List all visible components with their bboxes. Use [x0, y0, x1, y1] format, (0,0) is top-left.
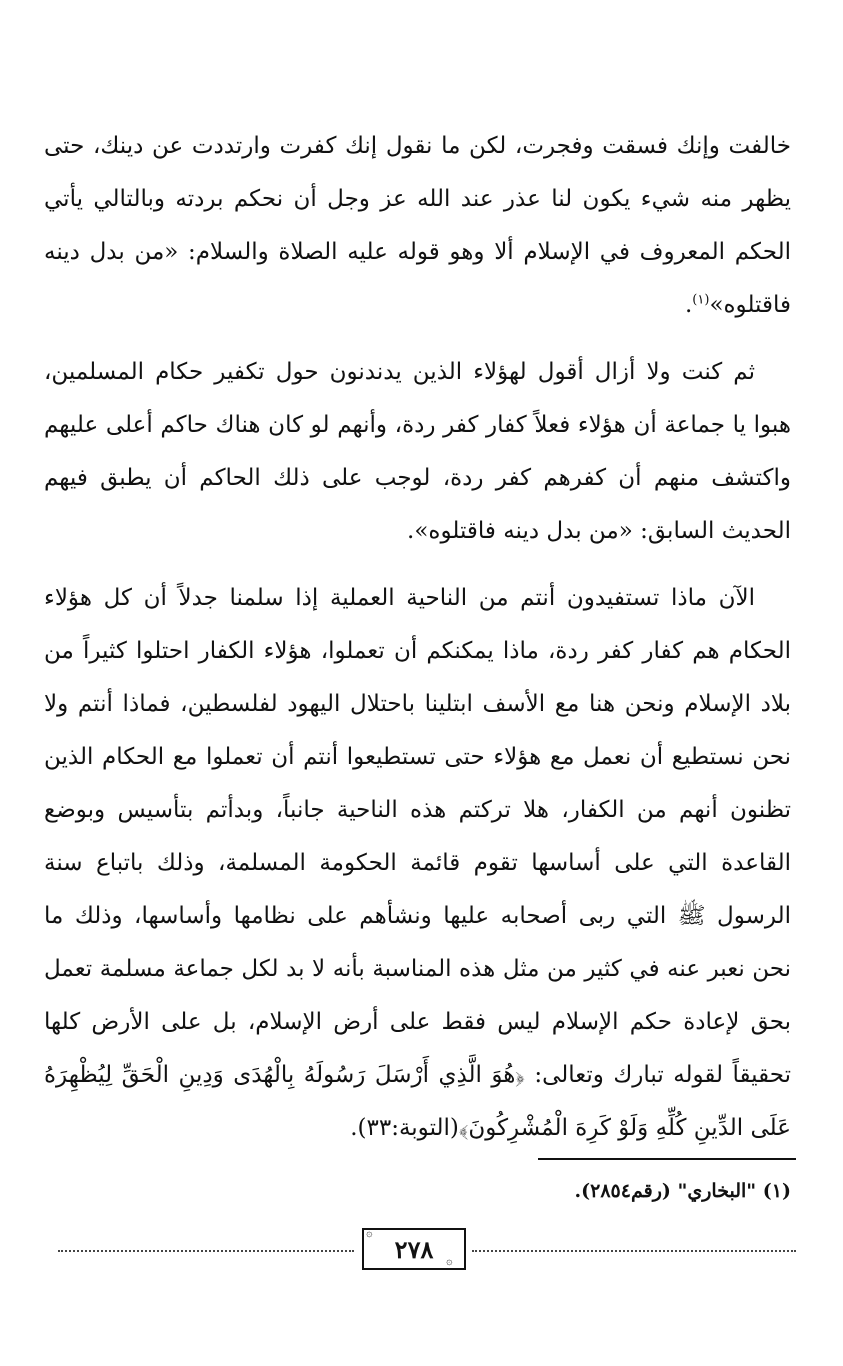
ornament-icon: ۞	[366, 1226, 373, 1239]
footnote-marker: (١)	[692, 292, 710, 308]
paragraph-1-end: .	[684, 292, 693, 318]
footnote-divider	[538, 1158, 796, 1160]
footnote: (١) "البخاري" (رقم٢٨٥٤).	[574, 1180, 791, 1202]
paragraph-1-text: خالفت وإنك فسقت وفجرت، لكن ما نقول إنك كفرت وارتددت عن دينك، حتى يظهر منه شيء يكون لنا عذر عند الله عز وجل أن نحكم بردته وبالتالي يأتي الحكم المعروف في الإسلام ألا وهو قوله عليه الصلاة والسلام: «من بدل دينه فاقتلوه»	[44, 133, 791, 318]
footer-dotted-line-right	[472, 1250, 796, 1252]
main-text	[44, 120, 791, 1155]
page-number: ٢٧٨	[394, 1234, 434, 1264]
paragraph-1	[44, 120, 791, 332]
paragraph-2: ثم كنت ولا أزال أقول لهؤلاء الذين يدندنون حول تكفير حكام المسلمين، هبوا يا جماعة أن هؤلاء فعلاً كفار كفر ردة، وأنهم لو كان هناك حاكم أعلى عليهم واكتشف منهم أن كفرهم كفر ردة، لوجب على ذلك الحاكم أن يطبق فيهم الحديث السابق: «من بدل دينه فاقتلوه».	[44, 359, 791, 544]
paragraph-3: الآن ماذا تستفيدون أنتم من الناحية العملية إذا سلمنا جدلاً أن كل هؤلاء الحكام هم كفار كفر ردة، ماذا يمكنكم أن تعملوا، هؤلاء الكفار احتلوا كثيراً من بلاد الإسلام ونحن هنا مع الأسف ابتلينا باحتلال اليهود لفلسطين، فماذا أنتم ولا نحن نستطيع أن نعمل مع هؤلاء حتى تستطيعوا أنتم أن تعملوا مع الحكام الذين تظنون أنهم من الكفار، هلا تركتم هذه الناحية جانباً، وبدأتم بتأسيس وبوضع القاعدة التي على أساسها تقوم قائمة الحكومة المسلمة، وذلك باتباع سنة الرسول ﷺ التي ربى أصحابه عليها ونشأهم على نظامها وأساسها، وذلك ما نحن نعبر عنه في كثير من مثل هذه المناسبة بأنه لا بد لكل جماعة مسلمة تعمل بحق لإعادة حكم الإسلام ليس فقط على أرض الإسلام، بل على الأرض كلها تحقيقاً لقوله تبارك وتعالى: ﴿هُوَ الَّذِي أَرْسَلَ رَسُولَهُ بِالْهُدَى وَدِينِ الْحَقِّ لِيُظْهِرَهُ عَلَى الدِّينِ كُلِّهِ وَلَوْ كَرِهَ الْمُشْرِكُونَ﴾(التوبة:٣٣).	[44, 585, 791, 1141]
footer-dotted-line-left	[58, 1250, 354, 1252]
ornament-icon: ۞	[446, 1254, 453, 1267]
